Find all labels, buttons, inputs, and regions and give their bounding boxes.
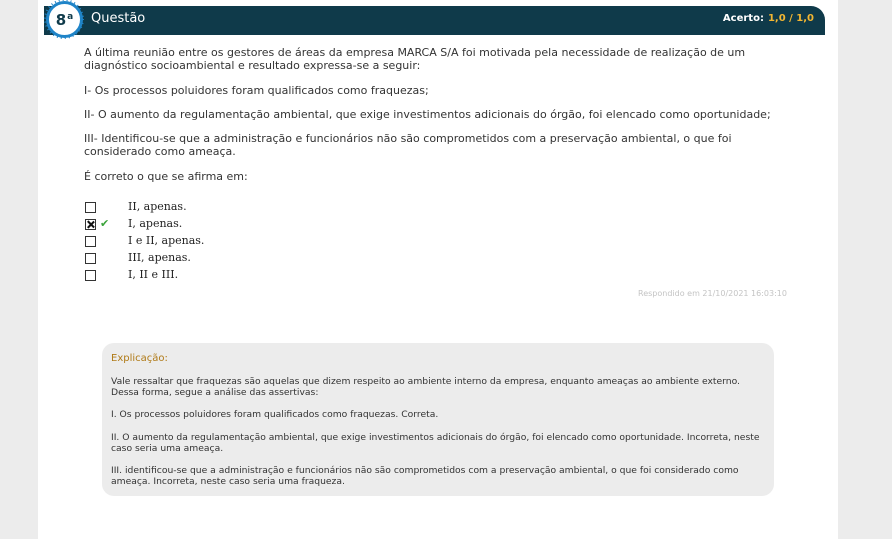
explanation-paragraph-3: II. O aumento da regulamentação ambiental, que exige investimentos adicionais do órgão, foi elencado como oportunidade. Incorreta, neste caso seria uma ameaça. (111, 432, 760, 454)
option-label: III, apenas. (128, 251, 191, 264)
score-label: Acerto: (722, 13, 764, 24)
answered-timestamp: Respondido em 21/10/2021 16:03:10 (638, 289, 787, 298)
explanation-paragraph-1: Vale ressaltar que fraquezas são aquelas que dizem respeito ao ambiente interno da empresa, enquanto ameaças ao ambiente externo. Dessa forma, segue a análise das assertivas: (111, 376, 740, 398)
statement-intro: A última reunião entre os gestores de áreas da empresa MARCA S/A foi motivada pela necessidade de realização de um diagnóstico socioambiental e resultado expressa-se a seguir: (84, 46, 746, 72)
question-header (44, 6, 825, 35)
statement-item-1: I- Os processos poluidores foram qualificados como fraquezas; (84, 84, 429, 97)
correct-check-icon: ✔ (100, 217, 110, 230)
question-title: Questão (91, 11, 146, 26)
option-checkbox[interactable] (85, 202, 96, 213)
option-2[interactable] (85, 217, 183, 231)
statement-item-3: III- Identificou-se que a administração e funcionários não são comprometidos com a preservação ambiental, o que foi considerado como ameaça. (84, 132, 732, 158)
explanation-paragraph-4: III. identificou-se que a administração e funcionários não são comprometidos com a preservação ambiental, o que foi considerado como ameaça. Incorreta, neste caso seria uma fraqueza. (111, 465, 739, 487)
option-5[interactable] (85, 268, 179, 282)
option-1[interactable] (85, 200, 187, 214)
option-label: I, apenas. (128, 217, 183, 230)
option-checkbox-checked[interactable] (85, 219, 96, 230)
question-number: 8 (55, 10, 67, 29)
statement-item-2: II- O aumento da regulamentação ambiental, que exige investimentos adicionais do órgão, foi elencado como oportunidade; (84, 108, 771, 121)
statement-prompt: É correto o que se afirma em: (84, 170, 248, 183)
option-checkbox[interactable] (85, 253, 96, 264)
option-checkbox[interactable] (85, 270, 96, 281)
explanation-paragraph-2: I. Os processos poluidores foram qualificados como fraquezas. Correta. (111, 409, 439, 420)
question-number-badge (46, 1, 83, 38)
option-3[interactable] (85, 234, 205, 248)
question-number-suffix: a (67, 11, 74, 22)
option-label: I, II e III. (128, 268, 179, 281)
explanation-title: Explicação: (111, 353, 168, 364)
score (723, 13, 814, 24)
option-label: II, apenas. (128, 200, 187, 213)
option-label: I e II, apenas. (128, 234, 205, 247)
option-checkbox[interactable] (85, 236, 96, 247)
score-value: 1,0 / 1,0 (767, 13, 814, 24)
explanation-box (102, 343, 774, 496)
option-4[interactable] (85, 251, 191, 265)
